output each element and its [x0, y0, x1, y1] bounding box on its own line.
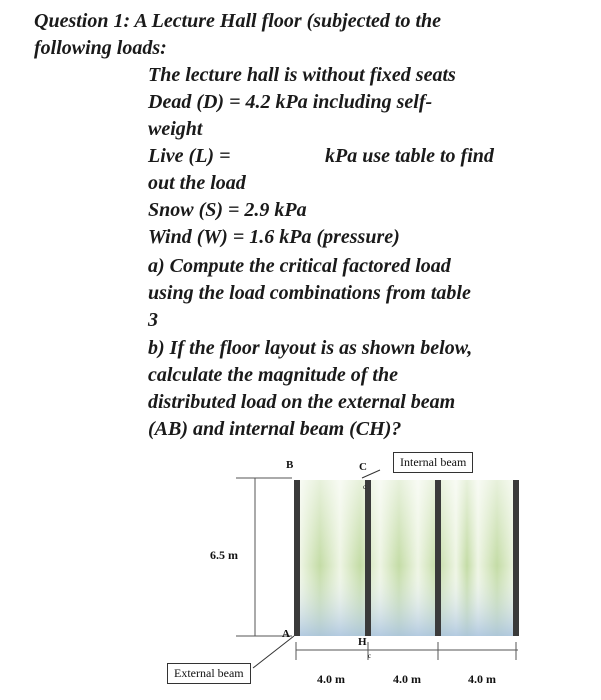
part-a-line: using the load combinations from table [148, 282, 471, 304]
text-line: weight [148, 118, 203, 140]
external-beam-leader [253, 636, 294, 668]
point-b-label: B [286, 459, 294, 471]
text-line: Snow (S) = 2.9 kPa [148, 199, 307, 221]
external-beam [513, 480, 519, 636]
height-dimension [236, 478, 292, 636]
part-a-line: a) Compute the critical factored load [148, 255, 451, 277]
point-h-label: H [358, 636, 367, 648]
part-b-line: distributed load on the external beam [148, 391, 456, 413]
text-line: out the load [148, 172, 246, 194]
text-line: Live (L) = [148, 145, 231, 167]
span-dimensions [296, 642, 518, 660]
part-b-line: calculate the magnitude of the [148, 364, 398, 386]
internal-beam [435, 480, 441, 636]
part-a-line: 3 [148, 309, 158, 331]
question-title-continued: following loads: [34, 37, 167, 59]
span-label: 4.0 m [468, 672, 496, 686]
point-c-label: C [359, 461, 367, 473]
point-a-label: A [282, 628, 290, 640]
part-b-line: (AB) and internal beam (CH)? [148, 418, 402, 440]
span-label: 4.0 m [317, 672, 345, 686]
internal-beam-callout: Internal beam [393, 452, 473, 473]
span-label: 4.0 m [393, 672, 421, 686]
floor-panels [298, 480, 518, 636]
question-title: Question 1: A Lecture Hall floor (subjected to the [34, 10, 442, 32]
height-label: 6.5 m [210, 548, 238, 562]
small-c-label: c [368, 652, 372, 660]
text-line: Wind (W) = 1.6 kPa (pressure) [148, 226, 400, 248]
small-c-label: c [363, 483, 367, 491]
text-line: The lecture hall is without fixed seats [148, 64, 456, 86]
external-beam-ab [294, 480, 300, 636]
floor-layout-diagram [0, 440, 601, 700]
floor-shading [298, 480, 518, 636]
part-b-line: b) If the floor layout is as shown below, [148, 337, 473, 359]
internal-beam-ch [365, 480, 371, 636]
text-line: Dead (D) = 4.2 kPa including self- [148, 91, 433, 113]
external-beam-callout: External beam [167, 663, 251, 684]
text-line: kPa use table to find [325, 145, 494, 167]
